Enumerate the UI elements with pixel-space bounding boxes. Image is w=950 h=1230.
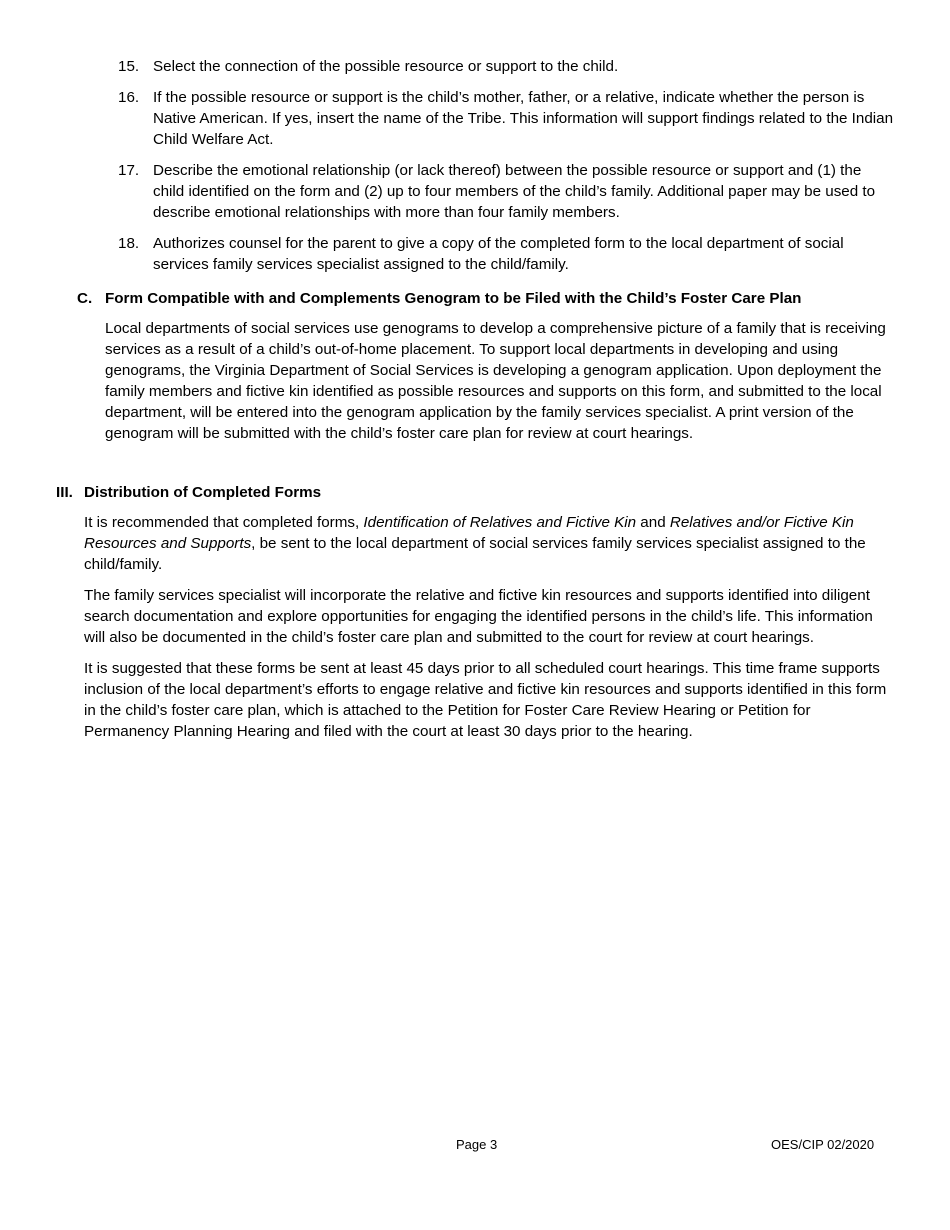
list-item-number: 18. bbox=[118, 235, 140, 252]
list-item-number: 17. bbox=[118, 162, 140, 179]
list-item bbox=[118, 160, 896, 223]
footer-form-code: OES/CIP 02/2020 bbox=[771, 1137, 875, 1152]
list-item-text: If the possible resource or support is the child’s mother, father, or a relative, indicate whether the person is Native American. If yes, insert the name of the Tribe. This information will support findings related to the Indian Child Welfare Act. bbox=[153, 89, 894, 148]
text-run: It is recommended that completed forms, bbox=[84, 514, 364, 531]
list-item-text: Authorizes counsel for the parent to give a copy of the completed form to the local department of social services family services specialist assigned to the child/family. bbox=[153, 235, 844, 273]
paragraph bbox=[84, 512, 896, 575]
section-iii-body bbox=[84, 512, 896, 752]
section-c-heading bbox=[77, 288, 897, 309]
list-item-text: Select the connection of the possible resource or support to the child. bbox=[153, 58, 619, 75]
paragraph: It is suggested that these forms be sent at least 45 days prior to all scheduled court hearings. This time frame supports inclusion of the local department’s efforts to engage relative and fictive kin resources and supports identified in this form in the child’s foster care plan, which is attached to the Petition for Foster Care Review Hearing or Petition for Permanency Planning Hearing and filed with the court at least 30 days prior to the hearing. bbox=[84, 660, 887, 740]
footer-page-number: Page 3 bbox=[456, 1137, 498, 1152]
form-title-italic: Relatives and/or Fictive Kin Resources and Supports bbox=[84, 514, 854, 552]
text-run: , be sent to the local department of social services family services specialist assigned to the child/family. bbox=[84, 535, 866, 573]
list-item-number: 16. bbox=[118, 89, 140, 106]
section-iii-label: III. bbox=[56, 484, 73, 501]
form-title-italic: Identification of Relatives and Fictive Kin bbox=[363, 514, 637, 531]
section-c-body: Local departments of social services use genograms to develop a comprehensive picture of a family that is receiving services as a result of a child’s out-of-home placement. To support local departments in developing and using genograms, the Virginia Department of Social Services is developing a genogram application. Upon deployment the family members and fictive kin identified as possible resources and supports on this form, and submitted to the local department, will be entered into the genogram application by the family services specialist. A print version of the genogram will be submitted with the child’s foster care plan for review at court hearings. bbox=[105, 320, 886, 442]
section-c-title: Form Compatible with and Complements Genogram to be Filed with the Child’s Foster Care Plan bbox=[105, 290, 802, 307]
list-item bbox=[118, 233, 896, 275]
section-iii-title: Distribution of Completed Forms bbox=[84, 484, 322, 501]
list-item-text: Describe the emotional relationship (or lack thereof) between the possible resource or support and (1) the child identified on the form and (2) up to four members of the child’s family. Additional paper may be used to describe emotional relationships with more than four family members. bbox=[153, 162, 876, 221]
numbered-list bbox=[118, 56, 896, 285]
list-item bbox=[118, 56, 896, 77]
section-iii-heading bbox=[56, 482, 896, 503]
list-item bbox=[118, 87, 896, 150]
section-c-label: C. bbox=[77, 290, 93, 307]
text-run: and bbox=[636, 514, 670, 531]
list-item-number: 15. bbox=[118, 58, 140, 75]
paragraph: The family services specialist will incorporate the relative and fictive kin resources and supports identified into diligent search documentation and explore opportunities for engaging the identified persons in the child’s life. This information will also be documented in the child’s foster care plan and submitted to the court for review at court hearings. bbox=[84, 587, 873, 646]
